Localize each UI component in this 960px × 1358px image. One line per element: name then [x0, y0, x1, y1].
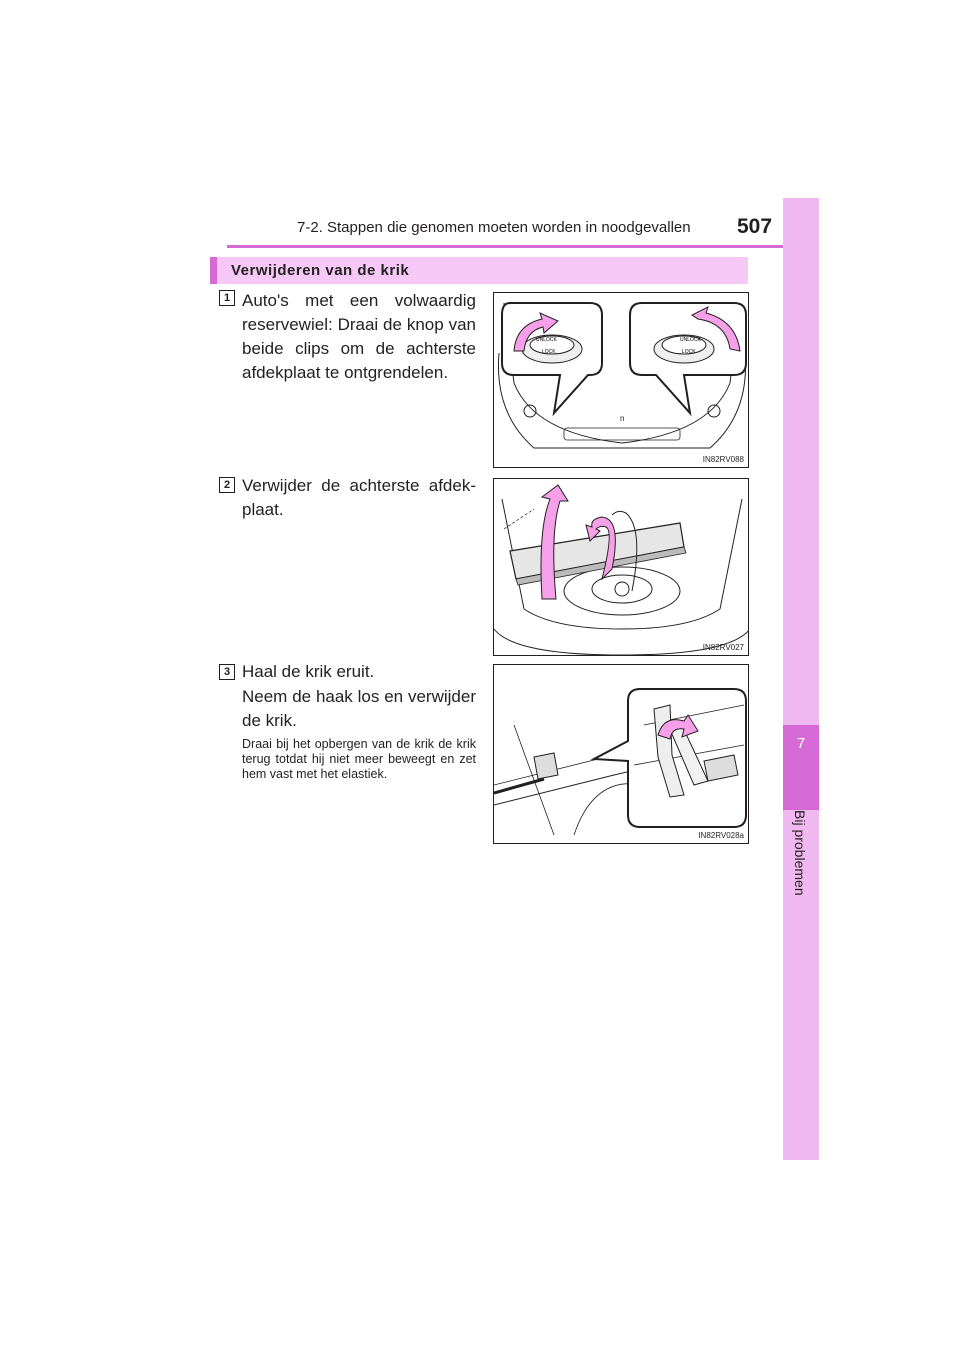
step-badge-2: 2 [219, 477, 235, 493]
step-badge-1: 1 [219, 290, 235, 306]
chapter-title: Bij problemen [792, 810, 808, 896]
figure-remove-jack [493, 664, 749, 844]
figure-code: IN82RV088 [702, 455, 744, 464]
step-badge-3: 3 [219, 664, 235, 680]
step-1-text: Auto's met een volwaardig reservewiel: Draai de knop van beide clips om de achterste afdekplaat te ontgrendelen. [242, 291, 476, 382]
label-unlock-right: UNLOCK [680, 337, 701, 343]
label-lock-left: LOCK [542, 349, 556, 355]
header-rule [227, 245, 819, 248]
figure-code: IN82RV028a [698, 831, 744, 840]
step-3-text-line2: Neem de haak los en verwijder de krik. [242, 687, 476, 730]
figure-unlock-clips [493, 292, 749, 468]
figure-remove-cover [493, 478, 749, 656]
step-2-text: Verwijder de achterste afdek- plaat. [242, 476, 476, 519]
label-unlock-left: UNLOCK [536, 337, 557, 343]
step-3-note: Draai bij het opbergen van de krik de krik terug totdat hij niet meer beweegt en zet hem vast met het elastiek. [242, 737, 476, 781]
chapter-number: 7 [796, 735, 806, 752]
header-title: 7-2. Stappen die genomen moeten worden in noodgevallen [297, 219, 691, 236]
section-title: Verwijderen van de krik [231, 262, 410, 279]
section-heading [210, 257, 748, 284]
label-lock-right: LOCK [682, 349, 696, 355]
chapter-side-tab [783, 198, 819, 1160]
step-3-text-line1: Haal de krik eruit. [242, 662, 375, 681]
page-number: 507 [737, 215, 773, 238]
figure-code: IN82RV027 [702, 643, 744, 652]
svg-text:n: n [620, 414, 625, 423]
